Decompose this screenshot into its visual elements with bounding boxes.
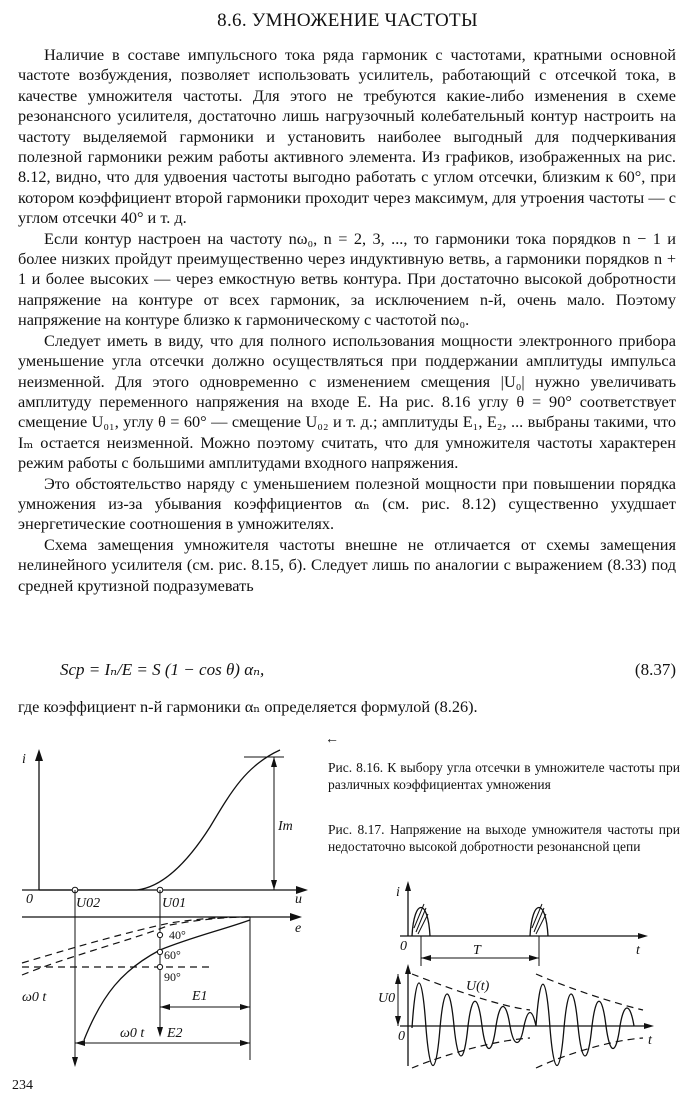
after-formula-text: где коэффициент n-й гармоники αₙ определяется формулой (8.26). — [18, 697, 478, 716]
arrow-mark: ← — [325, 732, 339, 747]
fig17-label-T: T — [473, 943, 481, 958]
paragraph: Наличие в составе импульсного тока ряда гармоник с частотами, кратными основной частоте возбуждения, позволяет использовать усилитель, работающий с отсечкой тока, в качестве умножителя частоты. Для этого не требуются какие-либо изменения в схеме резонансного усилителя, достаточно лишь нагрузочный колебательный контур настроить на частоту выделяемой гармоники и установить наиболее выгодный для подчеркивания полезной гармоники режим работы активного элемента. Из графиков, изображенных на рис. 8.12, видно, что для удвоения частоты выгодно работать с углом отсечки, близким к 60°, при котором коэффициент второй гармоники проходит через максимум, для утроения частоты — с углом отсечки 40° и т. д. — [18, 45, 676, 228]
fig17-label-t-top: t — [636, 943, 640, 958]
fig16-label-40: 40° — [169, 928, 186, 942]
paragraph: Следует иметь в виду, что для полного использования мощности электронного прибора уменьшение угла отсечки должно осуществляться при поддержании амплитуды импульса неизменной. Для этого одновременно с изменением смещения |U₀| нужно увеличивать амплитуду переменного напряжения на входе E. На рис. 8.16 углу θ = 90° соответствует смещение U₀₁, углу θ = 60° — смещение U₀₂ и т. д.; амплитуды E₁, E₂, ... выбраны такими, что Iₘ остается неизменной. Можно поэтому считать, что для умножителя частоты характерен режим работы с большими амплитудами входного напряжения. — [18, 330, 676, 473]
fig16-label-origin: 0 — [26, 892, 33, 907]
fig16-label-i: i — [22, 752, 26, 767]
paragraph: Схема замещения умножителя частоты внешне не отличается от схемы замещения нелинейного усилителя (см. рис. 8.15, б). Следует лишь по аналогии с выражением (8.33) под средней крутизной подразумевать — [18, 534, 676, 595]
figure-8-17 — [378, 878, 678, 1078]
body-text — [18, 45, 676, 596]
fig16-label-e2: E2 — [167, 1026, 183, 1041]
fig16-label-w0t-left: ω0 t — [22, 990, 47, 1005]
fig17-label-Ut: U(t) — [466, 979, 490, 994]
fig16-label-im: Im — [278, 819, 293, 834]
formula-text: Sср = Iₙ/E = S (1 − cos θ) αₙ, — [60, 660, 265, 679]
fig17-label-origin-bottom: 0 — [398, 1029, 405, 1044]
fig17-label-t-bottom: t — [648, 1033, 652, 1048]
figure-8-16-caption: Рис. 8.16. К выбору угла отсечки в умножителе частоты при различных коэффициентах умножения — [328, 760, 680, 792]
section-heading: 8.6. УМНОЖЕНИЕ ЧАСТОТЫ — [217, 10, 478, 31]
fig16-label-u02: U02 — [76, 896, 101, 911]
page-number: 234 — [12, 1078, 33, 1093]
fig16-label-u01: U01 — [162, 896, 187, 911]
figure-8-16 — [12, 745, 322, 1075]
paragraph: Если контур настроен на частоту nω₀, n = 2, 3, ..., то гармоники тока порядков n − 1 и более низких пройдут преимущественно через индуктивную ветвь, а гармоники порядков n + 1 и более высоких — через емкостную ветвь контура. При достаточно высокой добротности напряжение на контуре от всех гармоник, за исключением n-й, очень мало. Поэтому напряжение на контуре близко к гармоническому с частотой nω₀. — [18, 228, 676, 330]
fig16-label-e: e — [295, 921, 302, 936]
figure-8-17-caption: Рис. 8.17. Напряжение на выходе умножителя частоты при недостаточно высокой добротности резонансной цепи — [328, 822, 680, 854]
fig16-label-90: 90° — [164, 970, 181, 984]
fig17-label-U0: U0 — [378, 991, 396, 1006]
fig16-label-e1: E1 — [192, 989, 208, 1004]
formula-number: (8.37) — [634, 660, 676, 679]
fig17-label-i: i — [396, 885, 400, 900]
fig16-label-60: 60° — [164, 948, 181, 962]
formula-8-37 — [60, 660, 676, 680]
fig16-label-w0t-mid: ω0 t — [120, 1026, 145, 1041]
fig16-label-u: u — [295, 892, 302, 907]
fig17-label-origin-top: 0 — [400, 939, 407, 954]
paragraph: Это обстоятельство наряду с уменьшением полезной мощности при повышении порядка умножения из-за убывания коэффициентов αₙ (см. рис. 8.12) существенно ухудшает энергетические соотношения в умножителях. — [18, 473, 676, 534]
